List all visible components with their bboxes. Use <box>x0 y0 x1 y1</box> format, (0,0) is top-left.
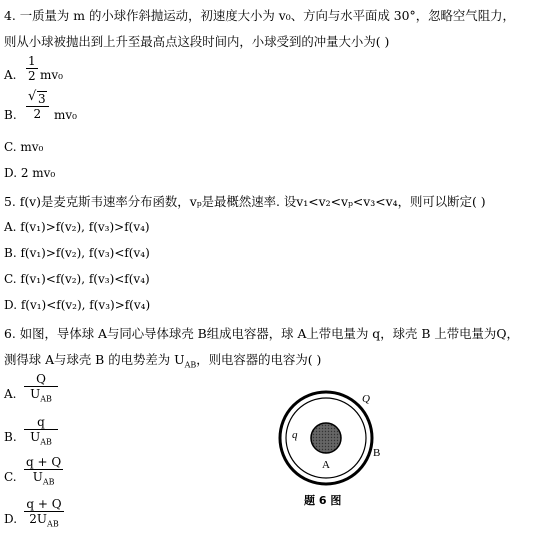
q5-option-a: A. f(v₁)>f(v₂), f(v₃)>f(v₄) <box>4 220 150 234</box>
q6-option-d-fraction <box>24 497 64 531</box>
q5-option-c: C. f(v₁)<f(v₂), f(v₃)<f(v₄) <box>4 272 150 286</box>
fraction-numerator: 1 <box>28 54 36 68</box>
q6-stem-line1: 6. 如图，导体球 A与同心导体球壳 B组成电容器，球 A上带电量为 q，球壳 B 上带电量为Q， <box>4 326 519 341</box>
q5-option-d: D. f(v₁)<f(v₂), f(v₃)>f(v₄) <box>4 298 151 312</box>
q4-option-c: C. mv₀ <box>4 140 44 154</box>
fraction-numerator: q <box>37 415 45 429</box>
fraction-denominator: $2U_{AB}$ <box>29 512 59 529</box>
fraction-numerator: q + Q <box>26 455 62 469</box>
q4-stem-line2: 则从小球被抛出到上升至最高点这段时间内，小球受到的冲量大小为( ) <box>4 34 390 49</box>
fraction-denominator: $U_{AB}$ <box>30 430 52 447</box>
q4-option-d: D. 2 mv₀ <box>4 166 56 180</box>
label-inner-sphere: A <box>322 459 330 471</box>
q4-option-a-label: A. <box>4 68 17 82</box>
label-outer-charge: Q <box>362 393 370 405</box>
fraction-denominator: 2 <box>28 69 36 83</box>
q5-stem: 5. f(v)是麦克斯韦速率分布函数，vₚ是最概然速率. 设v₁<v₂<vₚ<v₃<v₄，则可以断定( ) <box>4 194 486 209</box>
q4-option-a-fraction <box>26 54 38 83</box>
fraction-numerator: Q <box>36 372 46 386</box>
fraction-numerator <box>26 89 49 106</box>
q5-option-b: B. f(v₁)>f(v₂), f(v₃)<f(v₄) <box>4 246 150 260</box>
q6-option-a-fraction <box>24 372 58 406</box>
q6-option-c-label: C. <box>4 470 17 484</box>
label-inner-charge: q <box>292 429 298 441</box>
q4-option-b-fraction <box>26 89 49 121</box>
q6-option-a-label: A. <box>4 387 17 401</box>
sqrt-symbol: √ 3 <box>28 89 46 106</box>
inner-sphere <box>311 423 341 453</box>
q6-option-c-fraction <box>24 455 63 489</box>
q4-option-b-suffix: mv₀ <box>54 108 77 122</box>
fraction-denominator: $U_{AB}$ <box>32 470 55 487</box>
q6-option-b-fraction <box>24 415 58 449</box>
q6-option-d-label: D. <box>4 512 18 526</box>
q4-stem-line1: 4. 一质量为 m 的小球作斜抛运动，初速度大小为 v₀、方向与水平面成 30°，忽略空气阻力， <box>4 8 515 23</box>
q6-stem-line2: 测得球 A与球壳 B 的电势差为 $U_{AB}$，则电容器的电容为( ) <box>4 352 322 370</box>
fraction-denominator: 2 <box>33 107 42 121</box>
q4-option-a-suffix: mv₀ <box>40 68 63 82</box>
fraction-denominator: $U_{AB}$ <box>30 387 52 404</box>
figure-caption: 题 6 图 <box>304 494 342 507</box>
q4-option-b-label: B. <box>4 108 17 122</box>
q6-option-b-label: B. <box>4 430 17 444</box>
capacitor-figure <box>270 382 390 512</box>
label-outer-shell: B <box>373 447 381 459</box>
fraction-numerator: q + Q <box>26 497 62 511</box>
